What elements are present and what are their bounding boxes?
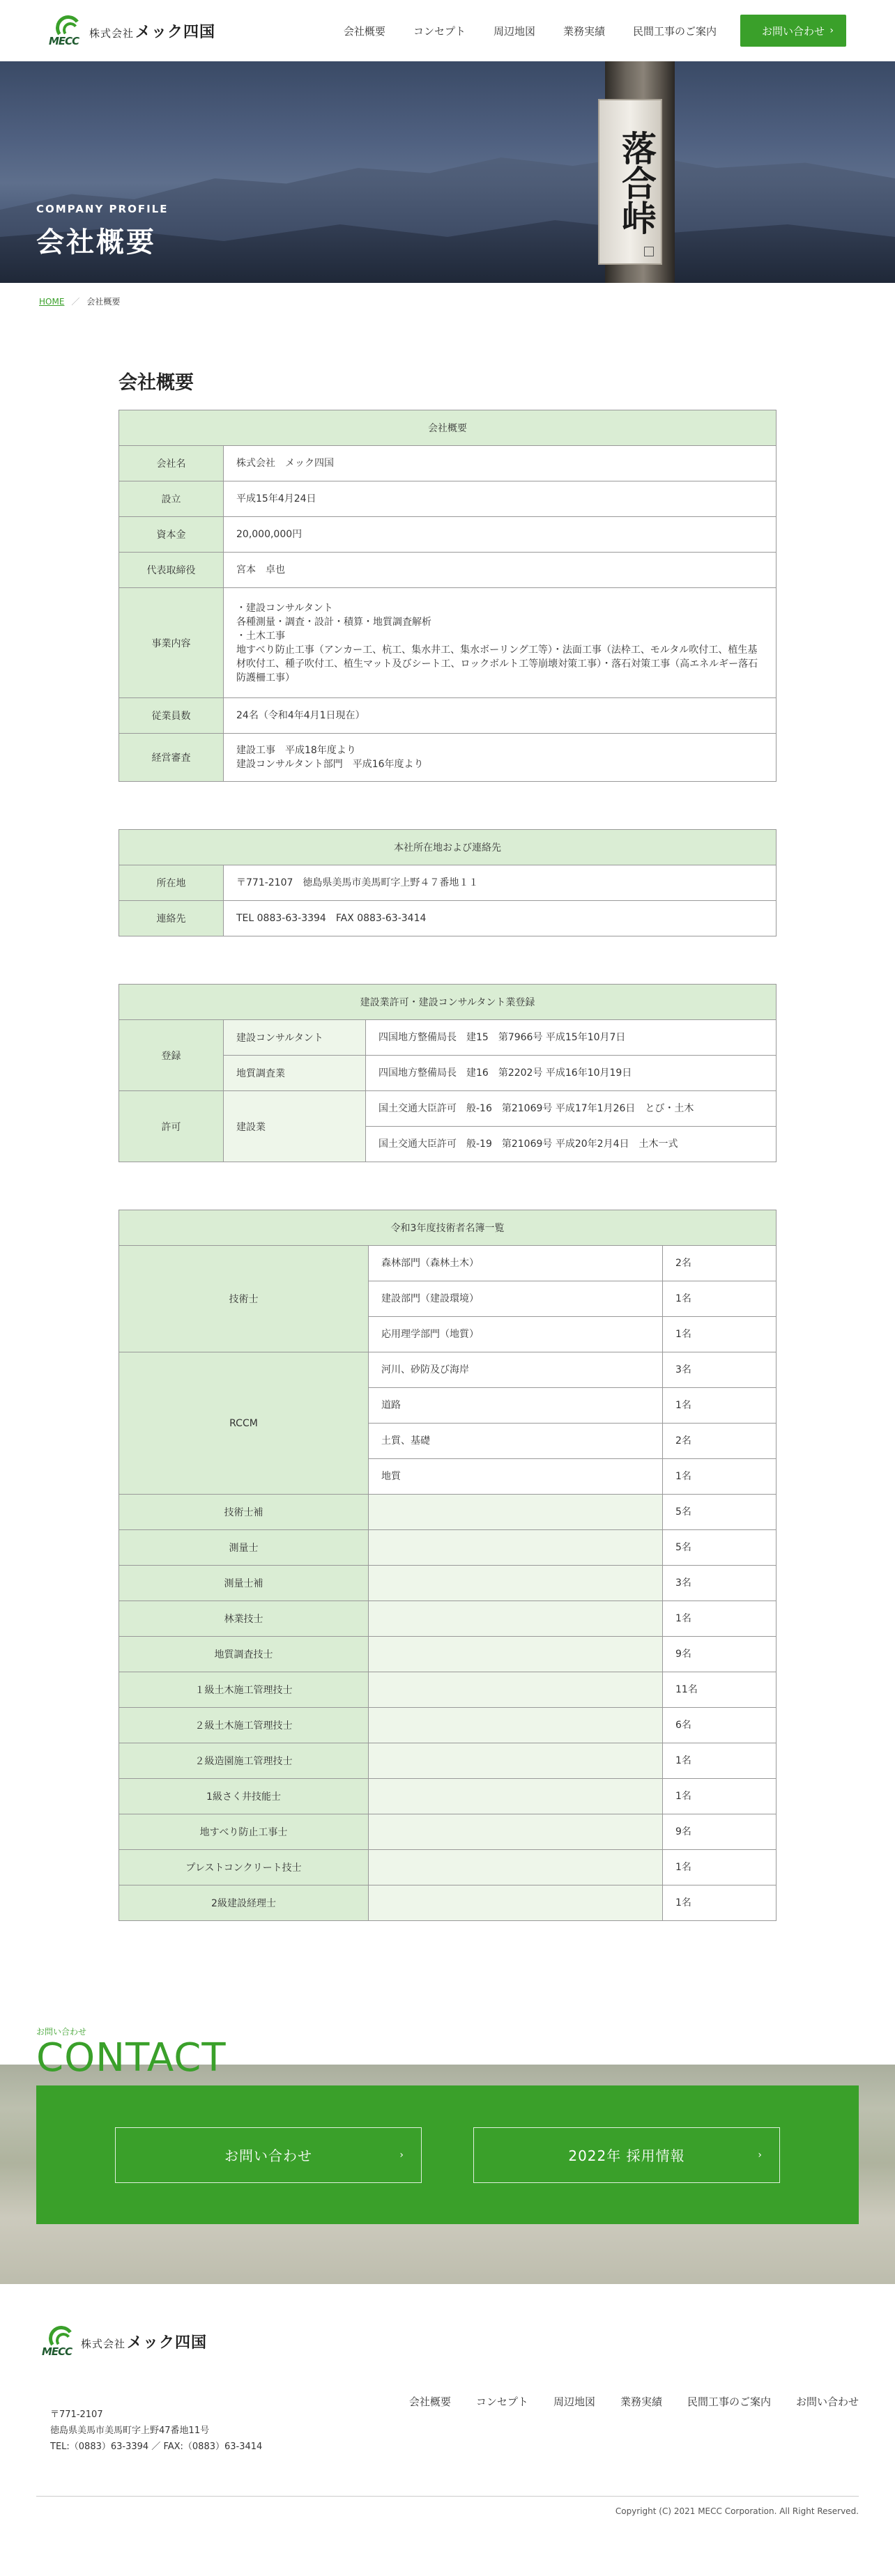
- page-title: 会社概要: [118, 372, 194, 394]
- table-caption: 本社所在地および連絡先: [119, 830, 777, 865]
- table-row: 連絡先 TEL 0883-63-3394 FAX 0883-63-3414: [119, 901, 777, 936]
- table-row: 道路 1名: [119, 1388, 777, 1424]
- office-contact: TEL 0883-63-3394 FAX 0883-63-3414: [224, 901, 777, 936]
- table-row: 応用理学部門（地質） 1名: [119, 1317, 777, 1352]
- table-row: 国土交通大臣許可 般-19 第21069号 平成20年2月4日 土木一式: [119, 1127, 777, 1162]
- other-qualifications: [119, 1495, 777, 1921]
- nav-company[interactable]: 会社概要: [343, 24, 385, 38]
- table-row: 林業技士 1名: [119, 1601, 777, 1637]
- table-row: 建設部門（建設環境） 1名: [119, 1281, 777, 1317]
- license-table: [118, 984, 777, 1162]
- table-row: プレストコンクリート技士 1名: [119, 1850, 777, 1885]
- table-row: 事業内容 ・建設コンサルタント 各種測量・調査・設計・積算・地質調査解析 ・土木工事 地すべり防止工事（アンカー工、杭工、集水井工、集水ボーリング工等）・法面工事（法枠工、モルタル吹付工、植生基材吹付工、種子吹付工、植生マット及びシート工、ロックボルト工等崩壊対策工事）・落石対策工事（高エネルギー落石防護柵工事）: [119, 588, 777, 698]
- footer-logo[interactable]: [42, 2324, 207, 2358]
- logo-text: 株式会社メック四国: [81, 2334, 208, 2352]
- hero-title: 会社概要: [36, 226, 156, 259]
- table-row: ２級土木施工管理技士 6名: [119, 1708, 777, 1743]
- table-row: 技術士 森林部門（森林土木） 2名: [119, 1246, 777, 1281]
- table-row: 測量士 5名: [119, 1530, 777, 1566]
- office-table: [118, 829, 777, 936]
- pass-signboard: 落合峠: [598, 99, 662, 265]
- main-content: [118, 320, 777, 1921]
- chevron-right-icon: ›: [758, 2149, 763, 2161]
- table-row: 登録 建設コンサルタント 四国地方整備局長 建15 第7966号 平成15年10月7日: [119, 1020, 777, 1056]
- main-nav: [344, 24, 717, 38]
- company-name: 株式会社 メック四国: [224, 446, 777, 481]
- contact-heading: CONTACT: [36, 2035, 227, 2081]
- established-date: 平成15年4月24日: [224, 481, 777, 517]
- footer-nav-concept[interactable]: コンセプト: [475, 2396, 528, 2408]
- engineers-table: [118, 1210, 777, 1921]
- logo-mark-icon: MECC: [42, 2324, 77, 2358]
- footer-nav-company[interactable]: 会社概要: [408, 2396, 451, 2408]
- nav-works[interactable]: 業務実績: [563, 24, 605, 38]
- table-row: 地質調査技士 9名: [119, 1637, 777, 1672]
- table-row: 測量士補 3名: [119, 1566, 777, 1601]
- table-row: 2級建設経理士 1名: [119, 1885, 777, 1921]
- table-caption: 建設業許可・建設コンサルタント業登録: [119, 985, 777, 1020]
- footer-nav: [409, 2394, 859, 2409]
- contact-label-jp: お問い合わせ: [36, 2027, 87, 2037]
- footer-nav-map[interactable]: 周辺地図: [553, 2396, 595, 2408]
- footer-divider: [36, 2496, 859, 2497]
- site-logo[interactable]: [49, 14, 215, 47]
- nav-concept[interactable]: コンセプト: [413, 24, 466, 38]
- hero-banner: [0, 61, 895, 283]
- table-row: １級土木施工管理技士 11名: [119, 1672, 777, 1708]
- table-row: RCCM 河川、砂防及び海岸 3名: [119, 1352, 777, 1388]
- office-address: 〒771-2107 徳島県美馬市美馬町字上野４７番地１１: [224, 865, 777, 901]
- company-table: [118, 410, 777, 782]
- table-row: 経営審査 建設工事 平成18年度より 建設コンサルタント部門 平成16年度より: [119, 734, 777, 782]
- contact-box: [36, 2085, 859, 2224]
- table-row: 会社名 株式会社 メック四国: [119, 446, 777, 481]
- table-row: 地質 1名: [119, 1459, 777, 1495]
- breadcrumb-separator: ／: [71, 297, 80, 307]
- table-caption: 会社概要: [119, 410, 777, 446]
- logo-mark-icon: MECC: [49, 14, 84, 47]
- breadcrumb-current: 会社概要: [86, 297, 121, 307]
- table-row: 土質、基礎 2名: [119, 1424, 777, 1459]
- nav-map[interactable]: 周辺地図: [493, 24, 535, 38]
- chevron-right-icon: ›: [399, 2149, 404, 2161]
- footer-address: 〒771-2107 徳島県美馬市美馬町字上野47番地11号 TEL:（0883）63-3394 ／ FAX:（0883）63-3414: [50, 2409, 263, 2452]
- management-review: 建設工事 平成18年度より 建設コンサルタント部門 平成16年度より: [224, 734, 777, 782]
- table-row: 設立 平成15年4月24日: [119, 481, 777, 517]
- capital: 20,000,000円: [224, 517, 777, 553]
- site-header: [0, 0, 895, 61]
- logo-text: 株式会社メック四国: [89, 23, 216, 41]
- breadcrumb-home[interactable]: HOME: [39, 296, 65, 307]
- contact-inquiry-button[interactable]: お問い合わせ ›: [115, 2127, 422, 2183]
- table-row: 資本金 20,000,000円: [119, 517, 777, 553]
- recruit-button[interactable]: 2022年 採用情報 ›: [473, 2127, 780, 2183]
- representative: 宮本 卓也: [224, 553, 777, 588]
- business-description: ・建設コンサルタント 各種測量・調査・設計・積算・地質調査解析 ・土木工事 地すべり防止工事（アンカー工、杭工、集水井工、集水ボーリング工等）・法面工事（法枠工、モルタル吹付工、植生基材吹付工、種子吹付工、植生マット及びシート工、ロックボルト工等崩壊対策工事）・落石対策工事（高エネルギー落石防護柵工事）: [224, 588, 777, 698]
- contact-section: [0, 2026, 895, 2284]
- seal-mark: [644, 247, 654, 256]
- employee-count: 24名（令和4年4月1日現在）: [224, 698, 777, 734]
- table-row: 代表取締役 宮本 卓也: [119, 553, 777, 588]
- footer-nav-private-works[interactable]: 民間工事のご案内: [687, 2396, 771, 2408]
- table-row: 所在地 〒771-2107 徳島県美馬市美馬町字上野４７番地１１: [119, 865, 777, 901]
- table-row: ２級造園施工管理技士 1名: [119, 1743, 777, 1779]
- table-row: 従業員数 24名（令和4年4月1日現在）: [119, 698, 777, 734]
- table-row: 技術士補 5名: [119, 1495, 777, 1530]
- breadcrumb: [0, 283, 895, 320]
- hero-subtitle: COMPANY PROFILE: [36, 203, 169, 215]
- chevron-right-icon: ›: [829, 25, 834, 36]
- nav-private-works[interactable]: 民間工事のご案内: [632, 24, 717, 38]
- table-row: 許可 建設業 国土交通大臣許可 般-16 第21069号 平成17年1月26日 とび・土木: [119, 1091, 777, 1127]
- footer-nav-contact[interactable]: お問い合わせ: [795, 2396, 859, 2408]
- footer-nav-works[interactable]: 業務実績: [620, 2396, 662, 2408]
- site-footer: [0, 2284, 895, 2530]
- table-row: 地質調査業 四国地方整備局長 建16 第2202号 平成16年10月19日: [119, 1056, 777, 1091]
- header-contact-button[interactable]: お問い合わせ ›: [740, 15, 846, 47]
- table-caption: 令和3年度技術者名簿一覧: [119, 1210, 777, 1246]
- table-row: 1級さく井技能士 1名: [119, 1779, 777, 1814]
- copyright: Copyright (C) 2021 MECC Corporation. All Right Reserved.: [615, 2506, 859, 2516]
- table-row: 地すべり防止工事士 9名: [119, 1814, 777, 1850]
